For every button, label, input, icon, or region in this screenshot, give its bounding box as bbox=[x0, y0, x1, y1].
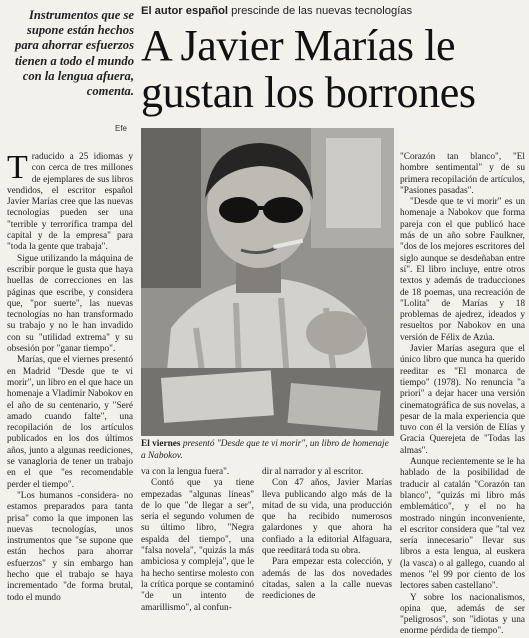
kicker bbox=[141, 5, 526, 17]
paragraph: Aunque recientemente se le ha hablado de la posibilidad de traducir al catalán "Corazón tan blanco", "quizás mi libro más emblemático", y el no ha mostrado ningún inconveniente, el escritor considera que "tal vez sería innecesario" llevar sus libros a esta lengua, al euskera (la vasca) o al gallego, cuando al menos "el 99 por ciento de los lectores saben castellano". bbox=[400, 457, 525, 592]
paragraph: Marías, que el viernes presentó en Madrid "Desde que te vi morir", un libro en el que hace un homenaje a Vladimir Nabokov en el año de su centenario, y "Seré amado cuando falte", una recopilación de los artículos publicados en los dos últimos años, junto a algunas reediciones, se vanagloria de tener un trabajo en el que "es recomendable perder el tiempo". bbox=[7, 355, 133, 490]
paragraph: Javier Marías asegura que el único libro que nunca ha querido reeditar es "El monarca de tiempo" (1978). No renuncia "a priori" a dejar hacer una versión cinematográfica de sus novelas, a pesar de la mala experiencia que tuvo con él la versión de Elías y Gracia Querejeta de "Todas las almas". bbox=[400, 344, 525, 456]
sidebar-blurb: Instrumentos que se supone están hechos para ahorrar esfuerzos tienen a todo el mundo con la lengua afuera, comenta. bbox=[15, 8, 134, 99]
photo-caption bbox=[141, 439, 391, 462]
paragraph: "Los humanos -considera- no estamos preparados para tanta prisa" como la que imponen las nuevas tecnologías, unos instrumentos que "se supone que están hechos para ahorrar esfuerzos" y sin embargo han hecho que el trabajo se haya incrementado "de forma brutal, todo el mundo bbox=[7, 490, 133, 603]
paragraph: "Corazón tan blanco", "El hombre sentimental" y de su primera recopilación de artículos, "Pasiones pasadas". bbox=[400, 152, 525, 196]
paragraph: Sigue utilizando la máquina de escribir porque le gusta que haya huellas de correcciones en las páginas que escribe, y considera que, "por suerte", las nuevas tecnologías no han transformado su trabajo y no le han invadido con su "utilidad extrema" y su obsesión por "ganar tiempo". bbox=[7, 253, 133, 355]
paragraph: Y sobre los nacionalismos, opina que, además de ser "peligrosos", son "idiotas y una enorme pérdida de tiempo". bbox=[400, 592, 525, 637]
news-agency-credit: Efe bbox=[115, 124, 128, 133]
kicker-lead: El autor español bbox=[141, 5, 229, 17]
drop-cap: T bbox=[7, 149, 28, 186]
author-photo bbox=[141, 128, 394, 436]
kicker-text: prescinde de las nuevas tecnologías bbox=[228, 5, 413, 17]
paragraph: Para empezar esta colección, y además de las dos novedades citadas, salen a la calle nuevas reediciones de bbox=[262, 557, 392, 602]
caption-text: presentó "Desde que te vi morir", un libro de homenaje a Nabokov. bbox=[141, 439, 389, 461]
paragraph-text: raducido a 25 idiomas y con cerca de tres millones de ejemplares de sus libros vendidos, el escritor español Javier Marías cree que las nuevas tecnologías pueden ser una "terrible y terrorífica trampa del capital y de la empresa" para "toda la gente que trabaja". bbox=[7, 152, 133, 253]
paragraph: "Desde que te vi morir" es un homenaje a Nabokov que forma pareja con el que publicó hace más de un año sobre Faulkner, "dos de los mejores escritores del siglo aunque se desdeñaban entre sí". El libro incluye, entre otros textos y además de traducciones de 18 poemas, una recreación de "Lolita" de Marías y 18 problemas de ajedrez, ideados y resueltos por Nabokov en una versión de Félix de Azúa. bbox=[400, 197, 525, 343]
paragraph: Con 47 años, Javier Marías lleva publicando algo más de la mitad de su vida, una producción que ha recibido numerosos galardones y que ahora ha confiado a la editorial Alfaguara, que reeditará toda su obra. bbox=[262, 478, 392, 557]
article-column-2 bbox=[141, 467, 254, 613]
paragraph bbox=[7, 149, 133, 254]
paragraph: Contó que ya tiene empezadas "algunas líneas" de lo que "de llegar a ser", sería el segundo volumen de su último libro, "Negra espalda del tiempo", una "falsa novela", "quizás la más ambiciosa y compleja", que le ha hecho sentirse molesto con la crítica porque se contaminó "de un intento de amarillismo", al confun- bbox=[141, 478, 254, 613]
paragraph: va con la lengua fuera". bbox=[141, 467, 230, 477]
headline: A Javier Marías le gustan los borrones bbox=[141, 21, 476, 117]
article-column-4 bbox=[400, 152, 525, 637]
article-column-1 bbox=[7, 149, 133, 603]
caption-lead: El viernes bbox=[141, 439, 181, 449]
paragraph: dir al narrador y al escritor. bbox=[262, 467, 364, 477]
photo-image bbox=[141, 128, 394, 436]
article-column-3 bbox=[262, 467, 392, 602]
